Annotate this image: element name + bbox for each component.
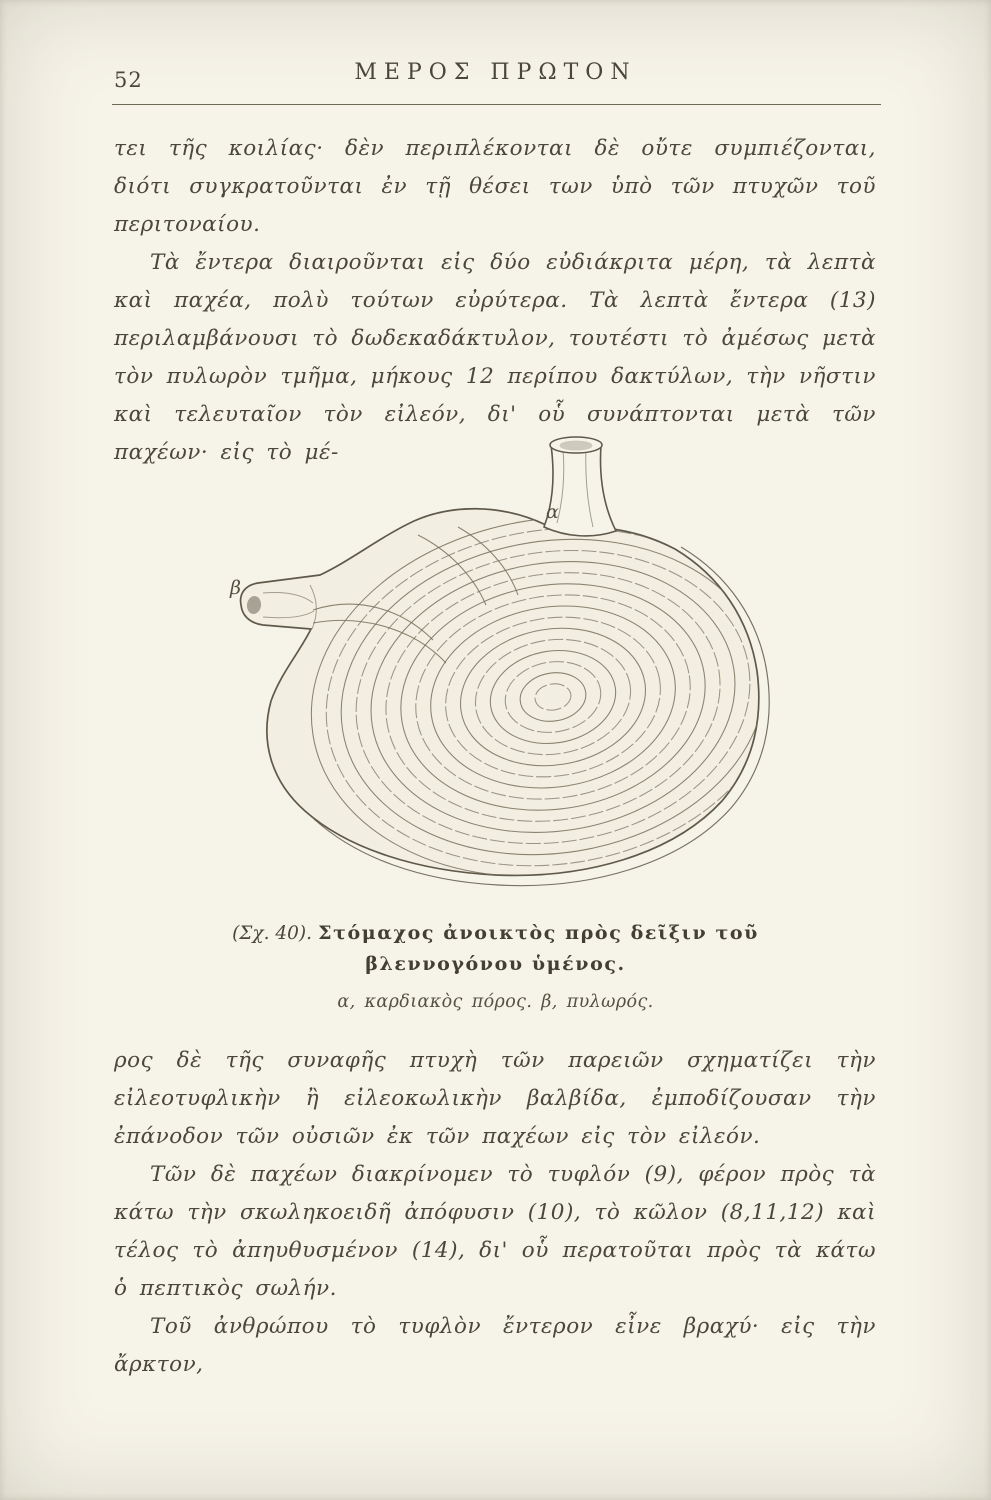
figure-number: (Σχ. 40). [232,923,313,944]
header-rule [112,104,881,105]
figure-subcaption: α, καρδιακὸς πόρος. β, πυλωρός. [337,992,654,1012]
paragraph: τει τῆς κοιλίας· δὲν περιπλέκονται δὲ οὔτε συμπιέζονται, διότι συγκρατοῦνται ἐν τῇ θέσει των ὑπὸ τῶν πτυχῶν τοῦ περιτοναίου. [114,136,876,237]
upper-text-block [114,130,876,472]
figure-title: Στόμαχος ἀνοικτὸς πρὸς δεῖξιν τοῦ βλεννογόνου ὑμένος. [318,922,759,975]
figure-caption [0,918,991,979]
running-header: ΜΕΡΟΣ ΠΡΩΤΟΝ [354,60,637,85]
figure-label-alpha: α [546,501,559,523]
stomach-illustration [218,435,783,895]
paragraph: ρος δὲ τῆς συναφῆς πτυχὴ τῶν παρειῶν σχηματίζει τὴν εἰλεοτυφλικὴν ἢ εἰλεοκωλικὴν βαλβίδα, ἐμποδίζουσαν τὴν ἐπάνοδον τῶν οὐσιῶν ἐκ τῶν παχέων εἰς τὸν εἰλεόν. [114,1048,876,1149]
lower-text-block [114,1042,876,1384]
page-header [112,60,879,100]
stomach-drawing [218,435,783,895]
paragraph: Τῶν δὲ παχέων διακρίνομεν τὸ τυφλόν (9), φέρον πρὸς τὰ κάτω τὴν σκωληκοειδῆ ἀπόφυσιν (10), τὸ κῶλον (8,11,12) καὶ τέλος τὸ ἀπηυθυσμένον (14), δι' οὗ περατοῦται πρὸς τὰ κάτω ὁ πεπτικὸς σωλήν. [114,1162,876,1301]
paragraph: Τὰ ἔντερα διαιροῦνται εἰς δύο εὐδιάκριτα μέρη, τὰ λεπτὰ καὶ παχέα, πολὺ τούτων εὐρύτερα. Τὰ λεπτὰ ἔντερα (13) περιλαμβάνουσι τὸ δωδεκαδάκτυλον, τουτέστι τὸ ἀμέσως μετὰ τὸν πυλωρὸν τμῆμα, μήκους 12 περίπου δακτύλων, τὴν νῆστιν καὶ τελευταῖον τὸν εἰλεόν, δι' οὗ συνάπτονται μετὰ τῶν παχέων· εἰς τὸ μέ- [114,250,876,465]
figure-label-beta: β [230,577,241,599]
page-number: 52 [114,68,143,92]
paragraph: Τοῦ ἀνθρώπου τὸ τυφλὸν ἔντερον εἶνε βραχύ· εἰς τὴν ἄρκτον, [114,1314,876,1377]
